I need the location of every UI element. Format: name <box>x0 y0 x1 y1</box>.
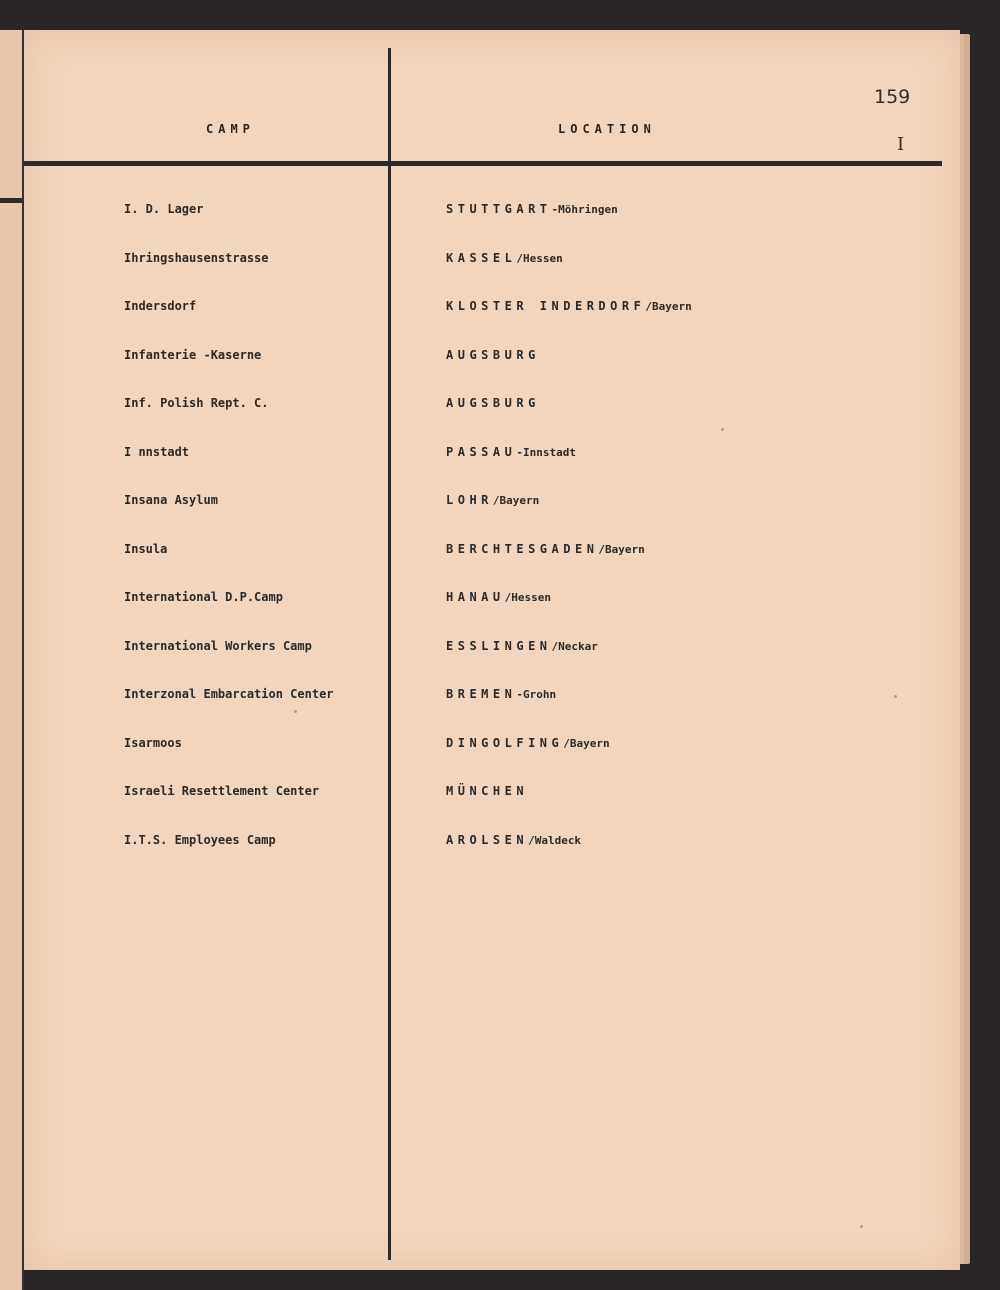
camp-name: I. D. Lager <box>124 202 204 216</box>
location-city: BERCHTESGADEN <box>446 541 599 556</box>
location-city: BREMEN <box>446 687 517 701</box>
camp-name: Israeli Resettlement Center <box>124 784 320 798</box>
location <box>446 251 563 265</box>
previous-page-rule <box>0 198 22 203</box>
camp-name: Indersdorf <box>124 299 197 313</box>
list-item <box>24 833 960 855</box>
location-city: PASSAU <box>446 444 517 459</box>
list-item <box>24 736 960 758</box>
previous-page-edge <box>0 30 24 1290</box>
list-item <box>24 396 960 418</box>
list-item <box>24 784 960 806</box>
location-region: /Neckar <box>551 639 598 653</box>
paper-speck <box>294 710 297 713</box>
location-city: LOHR <box>446 493 493 507</box>
location-region: -Grohn <box>516 688 557 701</box>
header-rule <box>24 161 942 166</box>
location-city: MÜNCHEN <box>446 784 529 798</box>
camp-name: Infanterie -Kaserne <box>124 347 262 362</box>
location <box>446 299 692 313</box>
location <box>446 639 598 653</box>
location-region: -Möhringen <box>551 203 618 216</box>
list-item <box>24 687 960 709</box>
list-item <box>24 639 960 661</box>
location-region: /Bayern <box>645 300 692 313</box>
location <box>446 590 551 604</box>
camp-name: Inf. Polish Rept. C. <box>124 396 269 410</box>
section-letter: I <box>897 134 905 155</box>
location-city: KASSEL <box>446 250 517 265</box>
location-region: -Innstadt <box>516 445 576 459</box>
location <box>446 348 540 362</box>
page-number: 159 <box>874 86 911 108</box>
location <box>446 687 556 701</box>
list-item <box>24 493 960 515</box>
location-city: ESSLINGEN <box>446 638 552 653</box>
page-stack-edge <box>964 34 970 1264</box>
location <box>446 445 576 459</box>
camp-column-header: CAMP <box>206 122 255 136</box>
location <box>446 833 581 847</box>
list-item <box>24 348 960 370</box>
camp-name: Interzonal Embarcation Center <box>124 687 334 701</box>
location-region: /Bayern <box>492 494 540 507</box>
list-item <box>24 299 960 321</box>
location-city: AUGSBURG <box>446 396 540 410</box>
document-page <box>24 30 960 1270</box>
location-city: DINGOLFING <box>446 735 564 750</box>
camp-name: Insana Asylum <box>124 493 218 507</box>
camp-name: International Workers Camp <box>124 638 312 653</box>
location <box>446 396 540 410</box>
location-city: AUGSBURG <box>446 347 540 362</box>
list-item <box>24 590 960 612</box>
location-region: /Waldeck <box>528 833 582 847</box>
location-city: HANAU <box>446 590 505 604</box>
paper-speck <box>894 695 897 698</box>
camp-name: International D.P.Camp <box>124 590 283 604</box>
location <box>446 784 528 798</box>
location-region: /Hessen <box>516 251 563 265</box>
location-city: AROLSEN <box>446 832 529 847</box>
location-city: STUTTGART <box>446 202 552 216</box>
camp-name: I.T.S. Employees Camp <box>124 832 276 847</box>
location-region: /Bayern <box>563 736 610 750</box>
list-item <box>24 445 960 467</box>
paper-speck <box>721 428 724 431</box>
location <box>446 542 645 556</box>
location-column-header: LOCATION <box>558 122 656 136</box>
camp-name: I nnstadt <box>124 444 190 459</box>
location <box>446 736 610 750</box>
location-region: /Bayern <box>598 542 645 556</box>
location <box>446 493 539 507</box>
location <box>446 202 618 216</box>
camp-name: Isarmoos <box>124 735 182 750</box>
list-item <box>24 202 960 224</box>
camp-name: Ihringshausenstrasse <box>124 250 269 265</box>
location-city: KLOSTER INDERDORF <box>446 299 646 313</box>
list-item <box>24 542 960 564</box>
camp-name: Insula <box>124 541 168 556</box>
list-item <box>24 251 960 273</box>
location-region: /Hessen <box>504 591 551 604</box>
paper-speck <box>860 1225 863 1228</box>
